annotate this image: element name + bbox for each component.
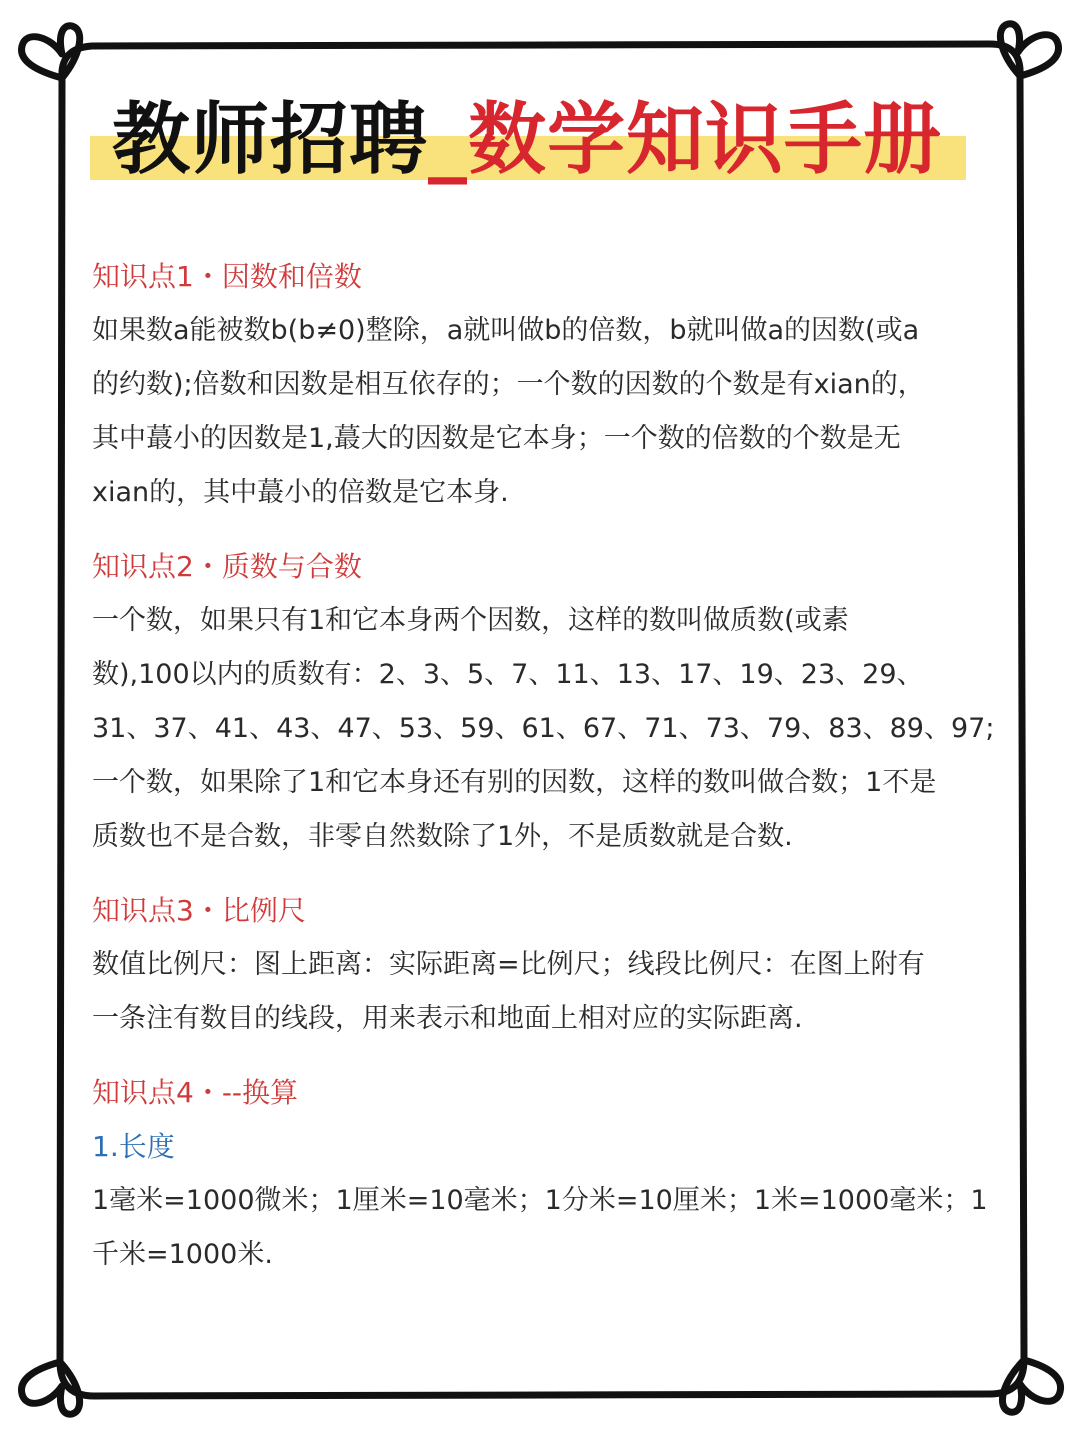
section-heading: 知识点4・--换算	[92, 1076, 299, 1109]
text-line: xian的，其中蕞小的倍数是它本身.	[92, 477, 509, 508]
section-factors-multiples	[92, 250, 992, 520]
text-line: 一个数，如果只有1和它本身两个因数，这样的数叫做质数(或素	[92, 605, 849, 636]
title-part-black: 教师招聘	[112, 95, 429, 185]
text-line: 质数也不是合数，非零自然数除了1外，不是质数就是合数.	[92, 821, 793, 852]
text-line: 31、37、41、43、47、53、59、61、67、71、73、79、83、89、97;	[92, 713, 995, 744]
text-line: 千米=1000米.	[92, 1239, 273, 1270]
text-line: 数),100以内的质数有：2、3、5、7、11、13、17、19、23、29、	[92, 659, 924, 690]
section-scale	[92, 884, 992, 1046]
text-line: 1毫米=1000微米；1厘米=10毫米；1分米=10厘米；1米=1000毫米；1	[92, 1185, 988, 1216]
text-line: 数值比例尺：图上距离：实际距离=比例尺；线段比例尺：在图上附有	[92, 949, 925, 980]
section-heading: 知识点2・质数与合数	[92, 550, 362, 583]
title-part-red: _数学知识手册	[428, 95, 943, 185]
text-line: 其中蕞小的因数是1,蕞大的因数是它本身；一个数的倍数的个数是无	[92, 423, 901, 454]
section-conversion	[92, 1066, 992, 1282]
text-line: 一条注有数目的线段，用来表示和地面上相对应的实际距离.	[92, 1003, 803, 1034]
main-content	[92, 250, 995, 1302]
section-heading: 知识点1・因数和倍数	[92, 260, 362, 293]
section-heading: 知识点3・比例尺	[92, 894, 306, 927]
text-line: 如果数a能被数b(b≠0)整除，a就叫做b的倍数，b就叫做a的因数(或a	[92, 315, 920, 346]
section-prime-composite	[92, 540, 995, 864]
text-line: 的约数);倍数和因数是相互依存的；一个数的因数的个数是有xian的，	[92, 369, 925, 400]
page-title	[112, 92, 942, 188]
sub-heading-length: 1.长度	[92, 1130, 175, 1163]
title-block	[90, 92, 970, 188]
text-line: 一个数，如果除了1和它本身还有别的因数，这样的数叫做合数；1不是	[92, 767, 937, 798]
